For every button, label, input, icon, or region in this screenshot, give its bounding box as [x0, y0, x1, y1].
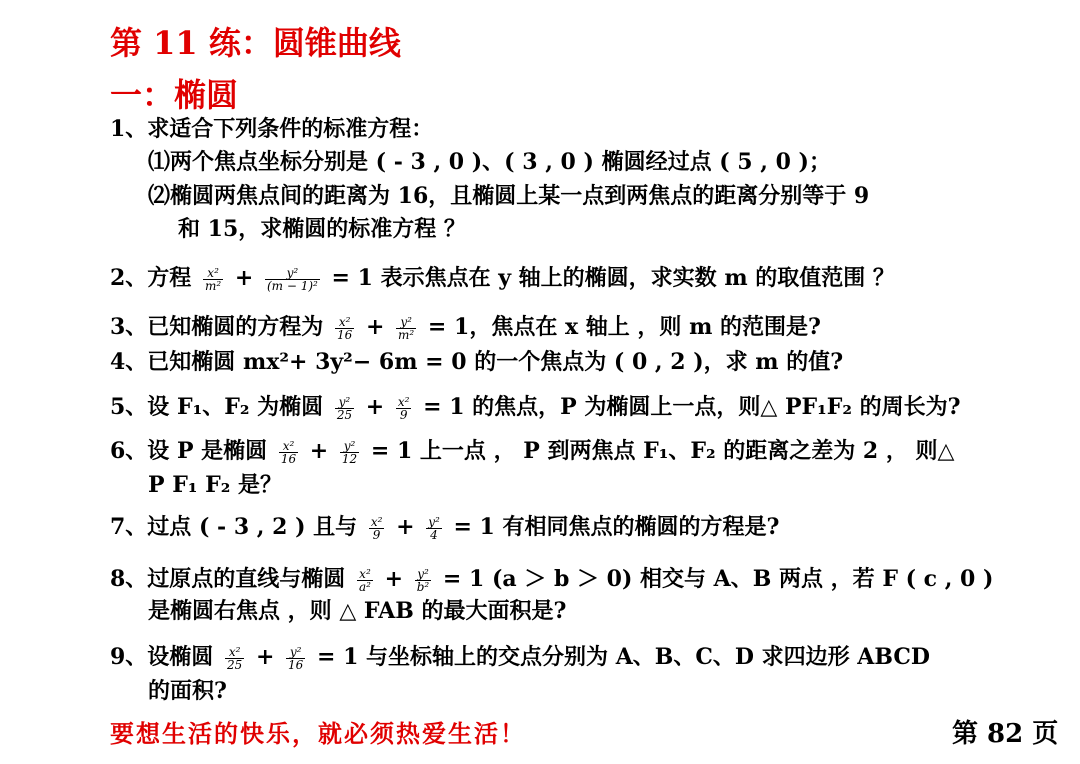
section-heading: 一：椭圆	[110, 76, 239, 114]
q6-plus: +	[309, 438, 329, 464]
q6-fraction-1: $\frac{\text{x²}}{16}$	[280, 438, 297, 466]
q8-fraction-2: $\frac{\text{y²}}{\text{b²}}$	[416, 566, 430, 594]
question-1: 1、求适合下列条件的标准方程：	[110, 116, 434, 142]
footer-motto: 要想生活的快乐，就必须热爱生活！	[110, 719, 526, 748]
q9-plus: +	[255, 644, 275, 670]
q8-fraction-1: $\frac{\text{x²}}{\text{a²}}$	[358, 566, 371, 594]
q9-suffix: = 1 与坐标轴上的交点分别为 A、B、C、D 求四边形 ABCD	[317, 644, 930, 670]
q3-prefix: 3、已知椭圆的方程为	[110, 314, 324, 340]
q5-fraction-1: $\frac{\text{y²}}{25}$	[336, 394, 353, 422]
question-7	[110, 512, 779, 542]
question-5	[110, 392, 961, 422]
question-4: 4、已知椭圆 mx²+ 3y²− 6m = 0 的一个焦点为 ( 0 , 2 )，求 m 的值?	[110, 349, 844, 375]
q2-plus: +	[234, 265, 254, 291]
q7-prefix: 7、过点 ( - 3 , 2 ) 且与	[110, 514, 358, 540]
q3-plus: +	[365, 314, 385, 340]
q7-fraction-1: $\frac{\text{x²}}{9}$	[370, 514, 383, 542]
question-3	[110, 312, 821, 342]
q9-fraction-2: $\frac{\text{y²}}{16}$	[288, 644, 304, 672]
q2-fraction-2: $\frac{\text{y²}}{\text{(m − 1)²}}$	[266, 265, 318, 293]
q8-prefix: 8、过原点的直线与椭圆	[110, 566, 346, 592]
q5-plus: +	[365, 394, 385, 420]
page-title: 第 11 练：圆锥曲线	[110, 24, 401, 62]
q6-fraction-2: $\frac{\text{y²}}{12}$	[341, 438, 358, 466]
q2-suffix: = 1 表示焦点在 y 轴上的椭圆，求实数 m 的取值范围 ？	[331, 265, 895, 291]
question-9	[110, 642, 930, 672]
question-8	[110, 564, 993, 594]
q2-fraction-1: $\frac{\text{x²}}{\text{m²}}$	[204, 265, 222, 293]
question-1-part-2-cont: 和 15，求椭圆的标准方程 ？	[178, 216, 466, 242]
q3-fraction-1: $\frac{\text{x²}}{16}$	[336, 314, 353, 342]
question-6-cont: P F₁ F₂ 是？	[148, 472, 283, 498]
q3-fraction-2: $\frac{\text{y²}}{\text{m²}}$	[398, 314, 415, 342]
q6-prefix: 6、设 P 是椭圆	[110, 438, 268, 464]
question-8-cont: 是椭圆右焦点 ，则 △ FAB 的最大面积是?	[148, 598, 567, 624]
q7-plus: +	[396, 514, 415, 540]
question-2	[110, 263, 895, 293]
q5-fraction-2: $\frac{\text{x²}}{9}$	[397, 394, 410, 422]
q5-prefix: 5、设 F₁、F₂ 为椭圆	[110, 394, 324, 420]
q5-suffix: = 1 的焦点，P 为椭圆上一点，则△ PF₁F₂ 的周长为?	[423, 394, 961, 420]
page-number: 第 82 页	[952, 719, 1059, 749]
question-6	[110, 436, 954, 466]
q2-prefix: 2、方程	[110, 265, 192, 291]
question-1-part-2: ⑵椭圆两焦点间的距离为 16，且椭圆上某一点到两焦点的距离分别等于 9	[148, 183, 870, 209]
question-9-cont: 的面积?	[148, 678, 227, 704]
q8-suffix: = 1 (a ＞ b ＞ 0) 相交与 A、B 两点 ，若 F ( c , 0 )	[442, 566, 994, 592]
q6-suffix: = 1 上一点 ， P 到两焦点 F₁、F₂ 的距离之差为 2 ， 则△	[370, 438, 955, 464]
question-1-part-1: ⑴两个焦点坐标分别是 ( - 3 , 0 )、( 3 , 0 ) 椭圆经过点 ( 5 , 0 )；	[148, 149, 831, 175]
q8-plus: +	[384, 566, 404, 592]
q3-suffix: = 1，焦点在 x 轴上 ，则 m 的范围是?	[427, 314, 821, 340]
q9-fraction-1: $\frac{\text{x²}}{25}$	[226, 644, 243, 672]
q7-fraction-2: $\frac{\text{y²}}{4}$	[428, 514, 440, 542]
q7-suffix: = 1 有相同焦点的椭圆的方程是?	[453, 514, 780, 540]
q9-prefix: 9、设椭圆	[110, 644, 214, 670]
